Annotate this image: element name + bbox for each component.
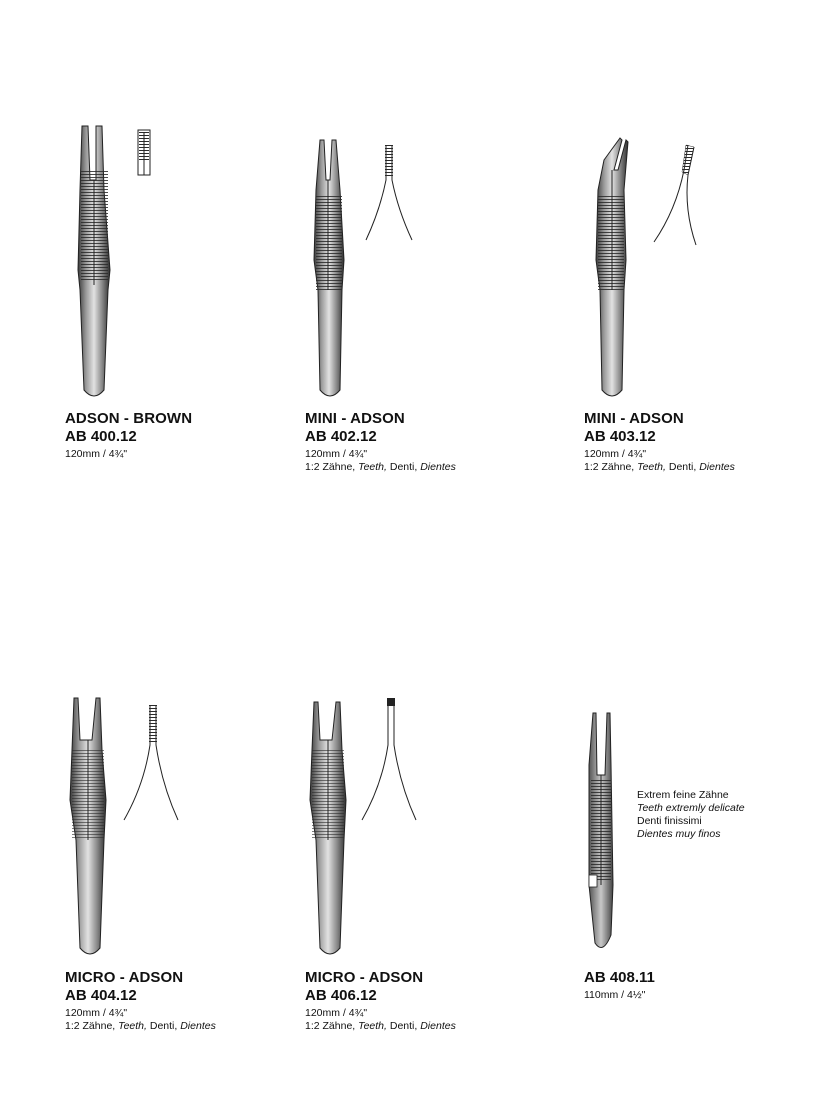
product-code: AB 403.12 <box>584 428 656 445</box>
forceps-illustration <box>60 690 190 965</box>
note-en: Teeth extremly delicate <box>637 802 745 814</box>
product-name: MINI - ADSON <box>584 410 684 427</box>
teeth-de: 1:2 Zähne, <box>305 1020 356 1032</box>
teeth-de: 1:2 Zähne, <box>65 1020 116 1032</box>
teeth-description <box>305 1020 456 1033</box>
teeth-en: Teeth, <box>358 1020 387 1032</box>
teeth-description <box>584 461 735 474</box>
note-de: Extrem feine Zähne <box>637 789 729 801</box>
teeth-note <box>637 789 745 841</box>
teeth-de: 1:2 Zähne, <box>305 461 356 473</box>
product-name: MICRO - ADSON <box>65 969 184 986</box>
product-code: AB 404.12 <box>65 987 137 1004</box>
product-size: 120mm / 4¾" <box>65 448 128 460</box>
product-name: ADSON - BROWN <box>65 410 193 427</box>
teeth-it: Denti, <box>389 1020 418 1032</box>
product-code: AB 400.12 <box>65 428 137 445</box>
teeth-description <box>65 1020 216 1033</box>
product-code: AB 402.12 <box>305 428 377 445</box>
teeth-description <box>305 461 456 474</box>
product-size: 120mm / 4¾" <box>65 1007 128 1019</box>
note-es: Dientes muy finos <box>637 828 721 840</box>
teeth-es: Dientes <box>699 461 735 473</box>
forceps-illustration <box>575 705 635 965</box>
teeth-it: Denti, <box>389 461 418 473</box>
product-size: 120mm / 4¾" <box>305 1007 368 1019</box>
forceps-illustration <box>300 130 430 405</box>
teeth-es: Dientes <box>420 461 456 473</box>
teeth-es: Dientes <box>420 1020 456 1032</box>
teeth-en: Teeth, <box>358 461 387 473</box>
product-name: MICRO - ADSON <box>305 969 424 986</box>
teeth-en: Teeth, <box>637 461 666 473</box>
product-code: AB 406.12 <box>305 987 377 1004</box>
product-size: 120mm / 4¾" <box>584 448 647 460</box>
product-size: 120mm / 4¾" <box>305 448 368 460</box>
teeth-it: Denti, <box>149 1020 178 1032</box>
teeth-en: Teeth, <box>118 1020 147 1032</box>
product-size: 110mm / 4½" <box>584 989 646 1001</box>
product-name: MINI - ADSON <box>305 410 405 427</box>
forceps-illustration <box>68 120 168 405</box>
teeth-es: Dientes <box>180 1020 216 1032</box>
product-code: AB 408.11 <box>584 969 655 986</box>
teeth-de: 1:2 Zähne, <box>584 461 635 473</box>
forceps-illustration <box>300 690 430 965</box>
teeth-it: Denti, <box>668 461 697 473</box>
note-it: Denti finissimi <box>637 815 702 827</box>
forceps-illustration <box>580 130 710 405</box>
